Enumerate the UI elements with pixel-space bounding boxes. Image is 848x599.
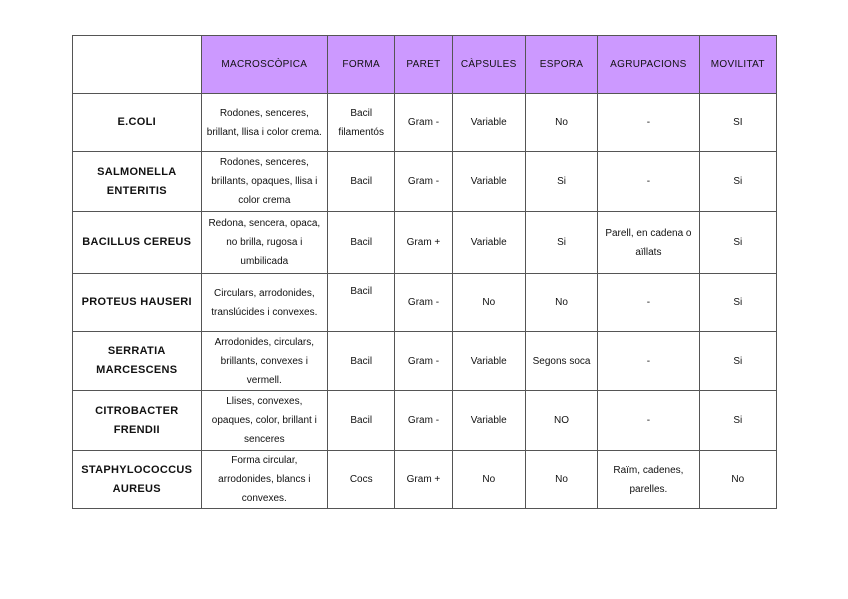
table-header-row — [73, 36, 777, 94]
cell-espora: No — [525, 94, 597, 152]
table-row — [73, 391, 777, 451]
row-name: SERRATIA MARCESCENS — [73, 332, 202, 391]
header-cell-empty — [73, 36, 202, 94]
cell-espora: No — [525, 274, 597, 332]
cell-agrupacions: - — [598, 274, 699, 332]
table-row — [73, 94, 777, 152]
cell-capsules: Variable — [452, 212, 525, 274]
cell-movilitat: Si — [699, 332, 776, 391]
row-name: E.COLI — [73, 94, 202, 152]
cell-macroscopica: Rodones, senceres, brillant, llisa i color crema. — [201, 94, 328, 152]
bacteria-table — [72, 35, 777, 509]
table-row — [73, 274, 777, 332]
cell-forma: Bacil — [328, 152, 395, 212]
table-row — [73, 212, 777, 274]
cell-agrupacions: - — [598, 391, 699, 451]
table-row — [73, 332, 777, 391]
header-paret: PARET — [395, 36, 452, 94]
cell-movilitat: Si — [699, 391, 776, 451]
cell-forma: Bacil filamentós — [328, 94, 395, 152]
cell-paret: Gram + — [395, 212, 452, 274]
cell-macroscopica: Arrodonides, circulars, brillants, convexes i vermell. — [201, 332, 328, 391]
row-name: STAPHYLOCOCCUS AUREUS — [73, 451, 202, 509]
header-movilitat: MOVILITAT — [699, 36, 776, 94]
header-agrupacions: AGRUPACIONS — [598, 36, 699, 94]
cell-espora: Si — [525, 152, 597, 212]
cell-paret: Gram - — [395, 332, 452, 391]
header-capsules: CÀPSULES — [452, 36, 525, 94]
cell-capsules: Variable — [452, 391, 525, 451]
cell-forma: Bacil — [328, 332, 395, 391]
cell-movilitat: SI — [699, 94, 776, 152]
cell-paret: Gram - — [395, 152, 452, 212]
cell-macroscopica: Llises, convexes, opaques, color, brillant i senceres — [201, 391, 328, 451]
row-name: BACILLUS CEREUS — [73, 212, 202, 274]
cell-capsules: Variable — [452, 152, 525, 212]
cell-capsules: Variable — [452, 332, 525, 391]
cell-paret: Gram - — [395, 274, 452, 332]
cell-agrupacions: - — [598, 94, 699, 152]
header-forma: FORMA — [328, 36, 395, 94]
cell-espora: Segons soca — [525, 332, 597, 391]
cell-macroscopica: Redona, sencera, opaca, no brilla, rugosa i umbilicada — [201, 212, 328, 274]
cell-agrupacions: Raïm, cadenes, parelles. — [598, 451, 699, 509]
cell-agrupacions: - — [598, 332, 699, 391]
row-name: SALMONELLA ENTERITIS — [73, 152, 202, 212]
cell-paret: Gram - — [395, 391, 452, 451]
cell-agrupacions: Parell, en cadena o aïllats — [598, 212, 699, 274]
cell-macroscopica: Circulars, arrodonides, translúcides i convexes. — [201, 274, 328, 332]
row-name: PROTEUS HAUSERI — [73, 274, 202, 332]
table-row — [73, 451, 777, 509]
cell-macroscopica: Forma circular, arrodonides, blancs i convexes. — [201, 451, 328, 509]
cell-espora: No — [525, 451, 597, 509]
cell-movilitat: Si — [699, 152, 776, 212]
cell-movilitat: No — [699, 451, 776, 509]
cell-capsules: No — [452, 274, 525, 332]
cell-paret: Gram - — [395, 94, 452, 152]
cell-espora: Si — [525, 212, 597, 274]
cell-forma: Cocs — [328, 451, 395, 509]
cell-espora: NO — [525, 391, 597, 451]
cell-paret: Gram + — [395, 451, 452, 509]
cell-agrupacions: - — [598, 152, 699, 212]
cell-movilitat: Si — [699, 274, 776, 332]
cell-movilitat: Si — [699, 212, 776, 274]
cell-capsules: No — [452, 451, 525, 509]
cell-macroscopica: Rodones, senceres, brillants, opaques, llisa i color crema — [201, 152, 328, 212]
cell-capsules: Variable — [452, 94, 525, 152]
cell-forma: Bacil — [328, 391, 395, 451]
row-name: CITROBACTER FRENDII — [73, 391, 202, 451]
header-macroscopica: MACROSCÒPICA — [201, 36, 328, 94]
cell-forma: Bacil — [328, 212, 395, 274]
cell-forma: Bacil — [328, 274, 395, 332]
table-row — [73, 152, 777, 212]
header-espora: ESPORA — [525, 36, 597, 94]
